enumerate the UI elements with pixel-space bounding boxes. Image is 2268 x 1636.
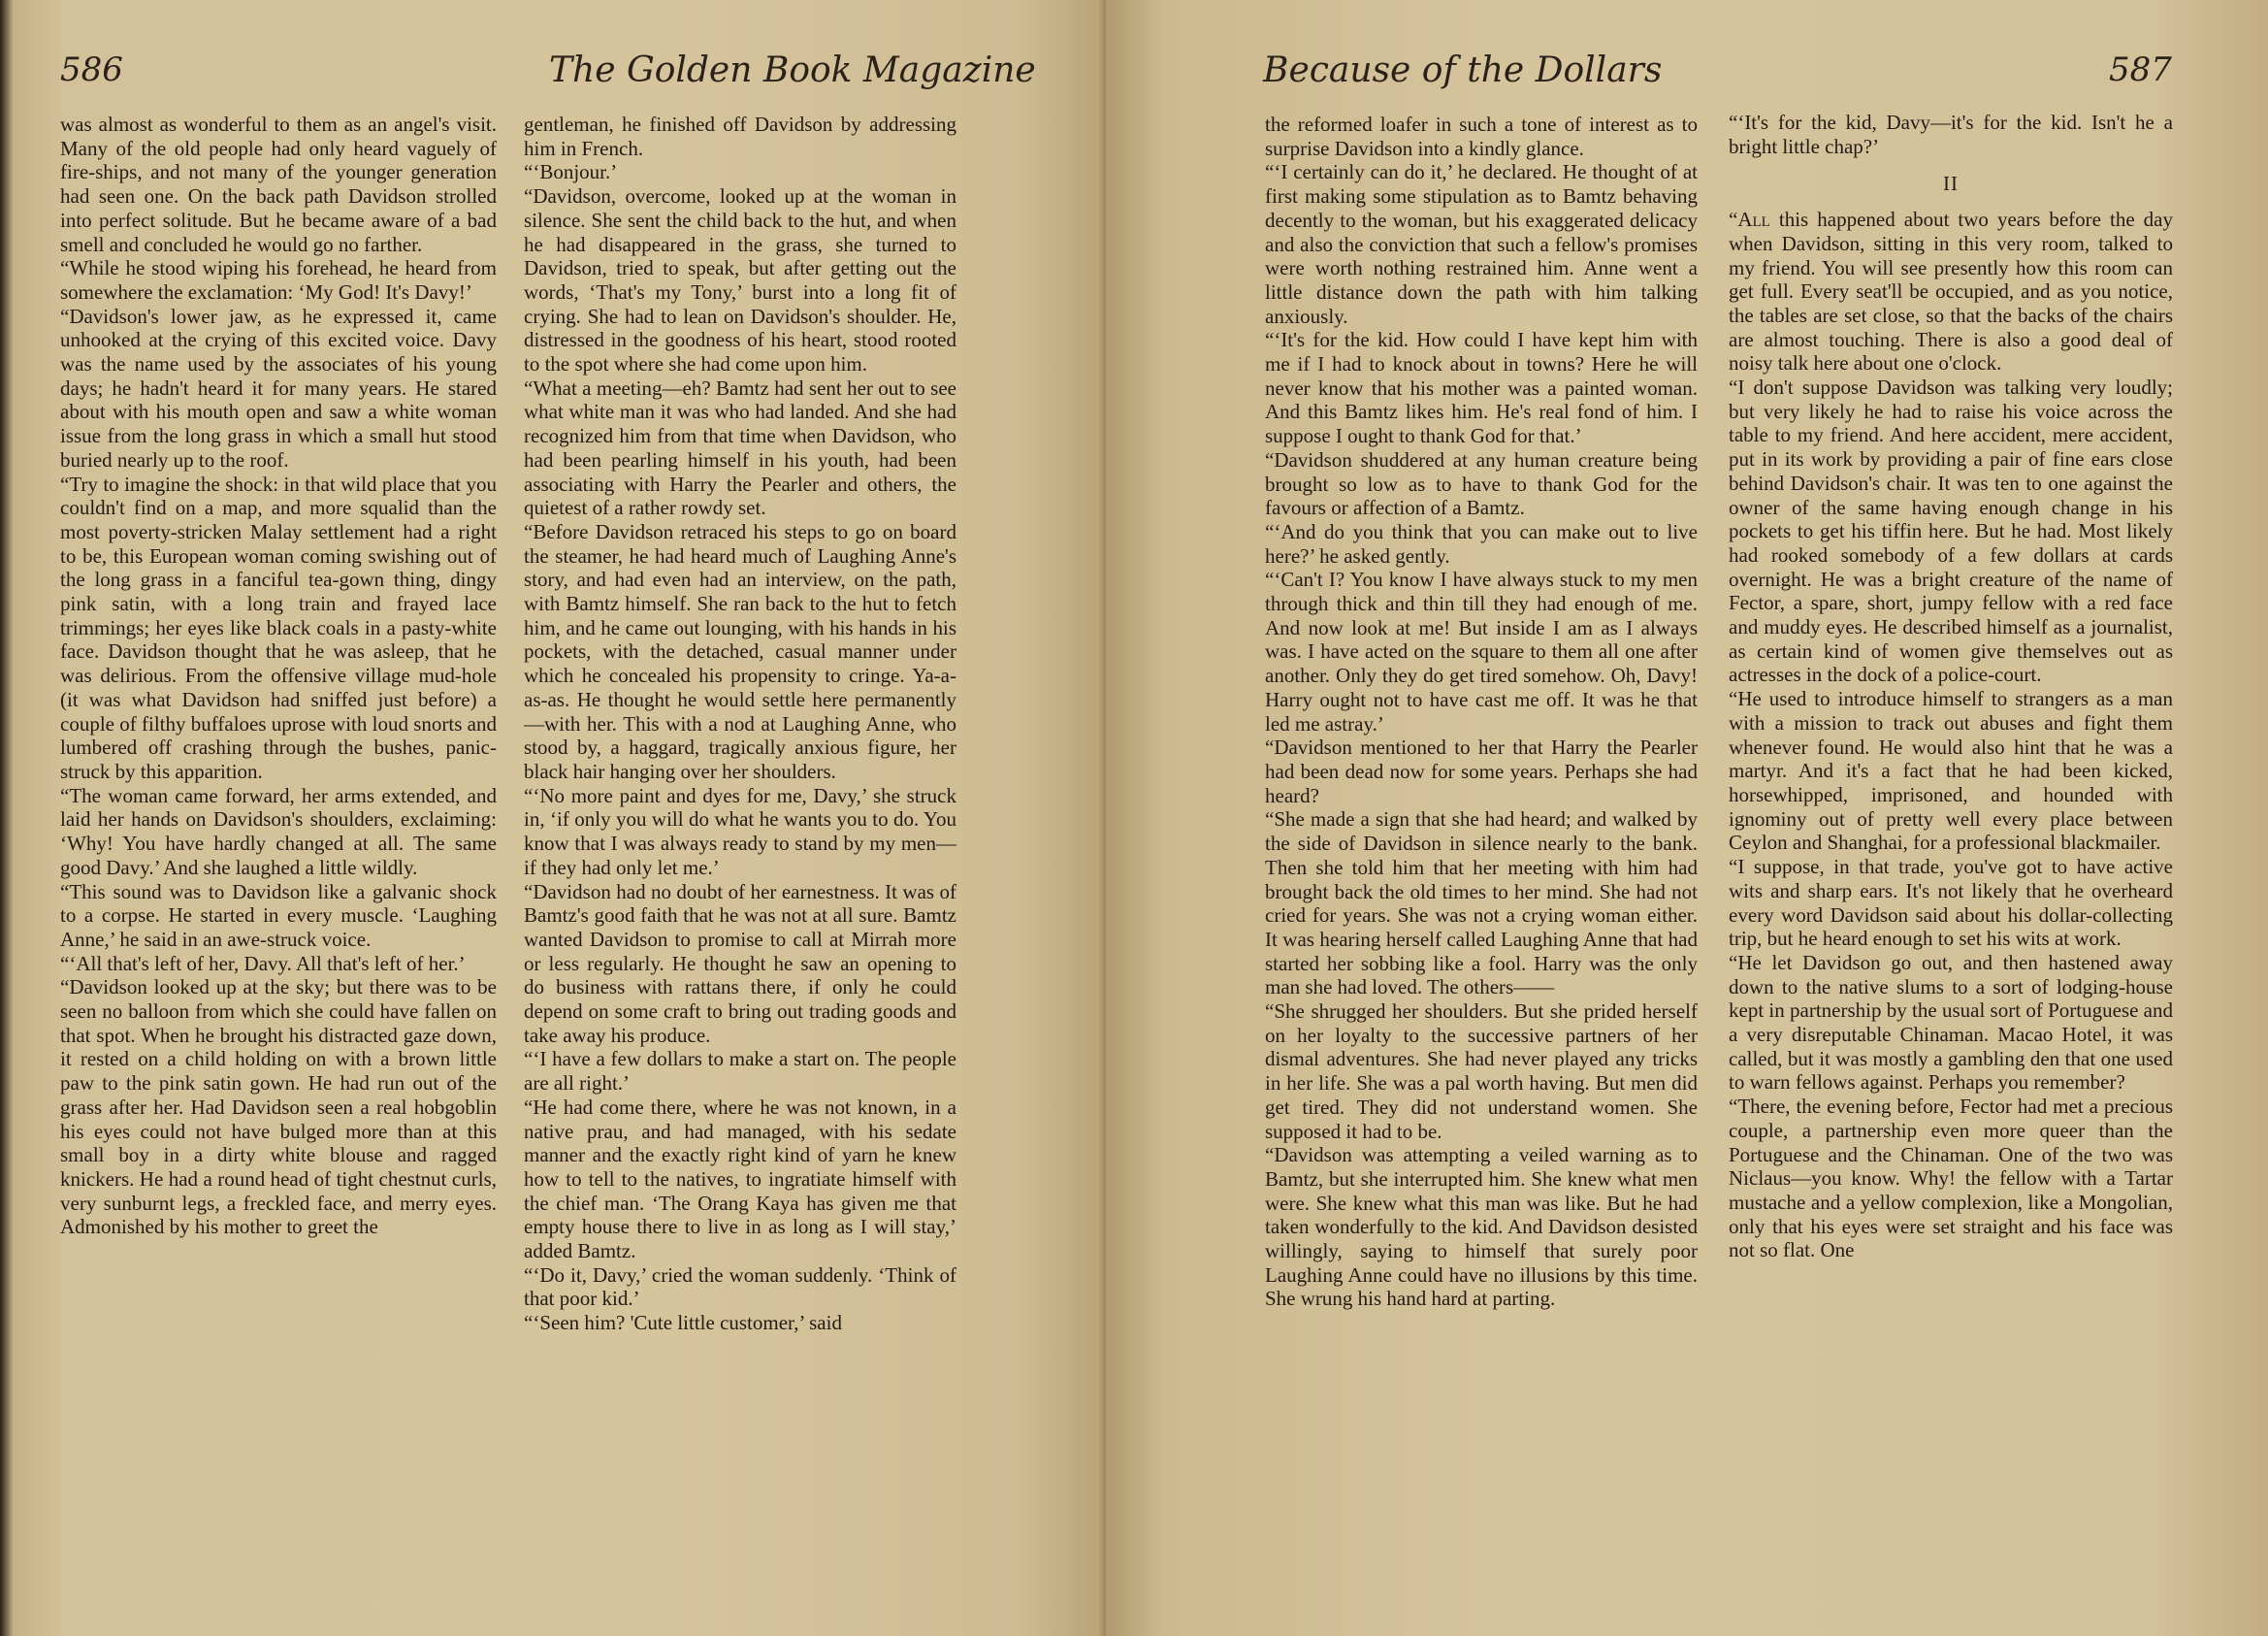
paragraph: “There, the evening before, Fector had met a precious couple, a partnership even more queer than the Portuguese and the Chinaman. One of the two was Niclaus—you know. Why! the fellow with a Tartar mustache and a yellow complexion, like a Mongolian, only that his eyes were set straight and his face was not so flat. One <box>1729 1095 2173 1262</box>
right-column-2 <box>1729 111 2173 1262</box>
paragraph <box>1729 208 2173 376</box>
paragraph: “She made a sign that she had heard; and walked by the side of Davidson in silence nearly to the bank. Then she told him that her meeting with him had brought back the old times to her mind. She had not cried for years. She was not a crying woman either. It was hearing herself called Laughing Anne that had started her sobbing like a fool. Harry was the only man she had loved. The others—— <box>1265 807 1698 999</box>
paragraph: “He used to introduce himself to strangers as a man with a mission to track out abuses and fight them whenever found. He would also hint that he was a martyr. And it's a fact that he had been kicked, horsewhipped, imprisoned, and hounded with ignominy out of pretty well every place between Ceylon and Shanghai, for a professional blackmailer. <box>1729 687 2173 855</box>
paragraph: “‘It's for the kid. How could I have kept him with me if I had to knock about in towns? Here he will never know that his mother was a painted woman. And this Bamtz likes him. He's real fond of him. I suppose I ought to thank God for that.’ <box>1265 328 1698 448</box>
paragraph: “Davidson's lower jaw, as he expressed it, came unhooked at the crying of this excited voice. Davy was the name used by the associates of his young days; he hadn't heard it for many years. He stared about with his mouth open and saw a white woman issue from the long grass in which a small hut stood buried nearly up to the roof. <box>60 304 497 472</box>
left-column-1 <box>60 113 497 1239</box>
paragraph: “Davidson had no doubt of her earnestness. It was of Bamtz's good faith that he was not at all sure. Bamtz wanted Davidson to promise to call at Mirrah more or less regularly. He thought he saw an opening to do business with rattans there, if only he could depend on some craft to bring out trading goods and take away his produce. <box>524 879 956 1047</box>
paragraph: “While he stood wiping his forehead, he heard from somewhere the exclamation: ‘My God! It's Davy!’ <box>60 256 497 304</box>
paragraph: “‘Seen him? 'Cute little customer,’ said <box>524 1311 842 1335</box>
paragraph: “I don't suppose Davidson was talking very loudly; but very likely he had to raise his voice across the table to my friend. And here accident, mere accident, put in its work by providing a pair of fine ears close behind Davidson's chair. It was ten to one against the owner of the same having enough change in his pockets to get his tiffin here. But he had. Most likely had rooked somebody of a few dollars at cards overnight. He was a bright creature of the name of Fector, a spare, short, jumpy fellow with a red face and muddy eyes. He described himself as a journalist, as certain kind of women give themselves out as actresses in the dock of a police-court. <box>1729 376 2173 687</box>
paragraph: “This sound was to Davidson like a galvanic shock to a corpse. He started in every muscle. ‘Laughing Anne,’ he said in an awe-struck voice. <box>60 879 497 951</box>
paragraph: “‘All that's left of her, Davy. All that's left of her.’ <box>60 951 466 975</box>
paragraph: the reformed loafer in such a tone of interest as to surprise Davidson into a kindly glance. <box>1265 113 1698 160</box>
paragraph: “I suppose, in that trade, you've got to have active wits and sharp ears. It's not likely that he overheard every word Davidson said about his dollar-collecting trip, but he heard enough to set his wits at work. <box>1729 855 2173 951</box>
paragraph: “Davidson shuddered at any human creature being brought so low as to have to thank God for the favours or affection of a Bamtz. <box>1265 447 1698 520</box>
paragraph: “He had come there, where he was not known, in a native prau, and had managed, with his sedate manner and the exactly right kind of yarn he knew how to tell to the natives, to ingratiate himself with the chief man. ‘The Orang Kaya has given me that empty house there to live in as long as I will stay,’ added Bamtz. <box>524 1095 956 1263</box>
paragraph: “‘I certainly can do it,’ he declared. He thought of at first making some stipulation as to Bamtz behaving decently to the woman, but his exaggerated delicacy and also the conviction that such a fellow's promises were worth nothing restrained him. Anne went a little distance down the path with him talking anxiously. <box>1265 160 1698 328</box>
paragraph: “Davidson looked up at the sky; but there was to be seen no balloon from which she could have fallen on that spot. When he brought his distracted gaze down, it rested on a child holding on with a brown little paw to the pink satin gown. He had run out of the grass after her. Had Davidson seen a real hobgoblin his eyes could not have bulged more than at this small boy in a dirty white blouse and ragged knickers. He had a round head of tight chestnut curls, very sunburnt legs, a freckled face, and merry eyes. Admonished by his mother to greet the <box>60 975 497 1239</box>
left-column-2 <box>524 113 956 1335</box>
paragraph: “Try to imagine the shock: in that wild place that you couldn't find on a map, and more squalid than the most poverty-stricken Malay settlement had a right to be, this European woman coming swishing out of the long grass in a fanciful tea-gown thing, dingy pink satin, with a long train and frayed lace trimmings; her eyes like black coals in a pasty-white face. Davidson thought that he was asleep, that he was delirious. From the offensive village mud-hole (it was what Davidson had sniffed just before) a couple of filthy buffaloes uprose with loud snorts and lumbered off crashing through the bushes, panic-struck by this apparition. <box>60 472 497 783</box>
paragraph: “Davidson, overcome, looked up at the woman in silence. She sent the child back to the hut, and when he had disappeared in the grass, she turned to Davidson, tried to speak, but after getting out the words, ‘That's my Tony,’ burst into a long fit of crying. She had to lean on Davidson's shoulder. He, distressed in the goodness of his heart, stood rooted to the spot where she had come upon him. <box>524 184 956 376</box>
section-heading: II <box>1943 172 1959 196</box>
paragraph: “‘Do it, Davy,’ cried the woman suddenly. ‘Think of that poor kid.’ <box>524 1262 956 1311</box>
right-column-1 <box>1265 113 1698 1311</box>
paragraph: was almost as wonderful to them as an angel's visit. Many of the old people had only heard vaguely of fire-ships, and not many of the younger generation had seen one. On the back path Davidson strolled into perfect solitude. But he became aware of a bad smell and concluded he would go no farther. <box>60 113 497 256</box>
paragraph: “Davidson was attempting a veiled warning as to Bamtz, but she interrupted him. She knew what men were. She knew what this man was like. But he had taken wonderfully to the kid. And Davidson desisted willingly, saying to himself that surely poor Laughing Anne could have no illusions by this time. She wrung his hand hard at parting. <box>1265 1143 1698 1311</box>
paragraph: “Davidson mentioned to her that Harry the Pearler had been dead now for some years. Perhaps she had heard? <box>1265 736 1698 807</box>
paragraph: “What a meeting—eh? Bamtz had sent her out to see what white man it was who had landed. And she had recognized him from that time when Davidson, who had been pearling himself in his youth, had been associating with Harry the Pearler and others, the quietest of a rather rowdy set. <box>524 376 956 520</box>
running-head-left: The Golden Book Magazine <box>549 50 1036 90</box>
paragraph-text: this happened about two years before the day when Davidson, sitting in this very room, talked to my friend. You will see presently how this room can get full. Every seat'll be occupied, and as you notice, the tables are set close, so that the backs of the chairs are almost touching. There is also a good deal of noisy talk here about one o'clock. <box>1729 208 2173 376</box>
left-page <box>0 0 1106 1636</box>
paragraph: “Before Davidson retraced his steps to go on board the steamer, he had heard much of Laughing Anne's story, and had even had an interview, on the path, with Bamtz himself. She ran back to the hut to fetch him, and he came out lounging, with his hands in his pockets, with the detached, casual manner under which he concealed his propensity to cringe. Ya-a-as-as. He thought he would settle here permanently—with her. This with a nod at Laughing Anne, who stood by, a haggard, tragically anxious figure, her black hair hanging over her shoulders. <box>524 519 956 783</box>
opening-quote: “ <box>1729 208 1738 232</box>
right-page <box>1106 0 2268 1636</box>
paragraph: gentleman, he finished off Davidson by addressing him in French. <box>524 113 956 160</box>
paragraph: “She shrugged her shoulders. But she prided herself on her loyalty to the successive partners of her dismal adventures. She had never played any tricks in her life. She was a pal worth having. But men did get tired. They did not understand women. She supposed it had to be. <box>1265 999 1698 1143</box>
paragraph: “‘It's for the kid, Davy—it's for the kid. Isn't he a bright little chap?’ <box>1729 111 2173 158</box>
small-caps-lead: All <box>1737 208 1770 232</box>
page-edge-shadow <box>0 0 14 1636</box>
page-number-right: 587 <box>2109 50 2172 89</box>
paragraph: “He let Davidson go out, and then hastened away down to the native slums to a sort of lodging-house kept in partnership by the usual sort of Portuguese and a very disreputable Chinaman. Macao Hotel, it was called, but it was mostly a gambling den that one used to warn fellows against. Perhaps you remember? <box>1729 950 2173 1095</box>
paragraph: “‘And do you think that you can make out to live here?’ he asked gently. <box>1265 519 1698 568</box>
paragraph: “‘Bonjour.’ <box>524 160 618 184</box>
running-head-right: Because of the Dollars <box>1263 50 1663 90</box>
paragraph: “The woman came forward, her arms extended, and laid her hands on Davidson's shoulders, exclaiming: ‘Why! You have hardly changed at all. The same good Davy.’ And she laughed a little wildly. <box>60 783 497 879</box>
paragraph: “‘I have a few dollars to make a start on. The people are all right.’ <box>524 1047 956 1096</box>
page-number-left: 586 <box>60 50 123 89</box>
paragraph: “‘No more paint and dyes for me, Davy,’ she struck in, ‘if only you will do what he wants you to do. You know that I was always ready to stand by my men—if they had only let me.’ <box>524 783 956 879</box>
paragraph: “‘Can't I? You know I have always stuck to my men through thick and thin till they had enough of me. And now look at me! But inside I am as I always was. I have acted on the square to them all one after another. Only they do get tired somehow. Oh, Davy! Harry ought not to have cast me off. It was he that led me astray.’ <box>1265 568 1698 736</box>
